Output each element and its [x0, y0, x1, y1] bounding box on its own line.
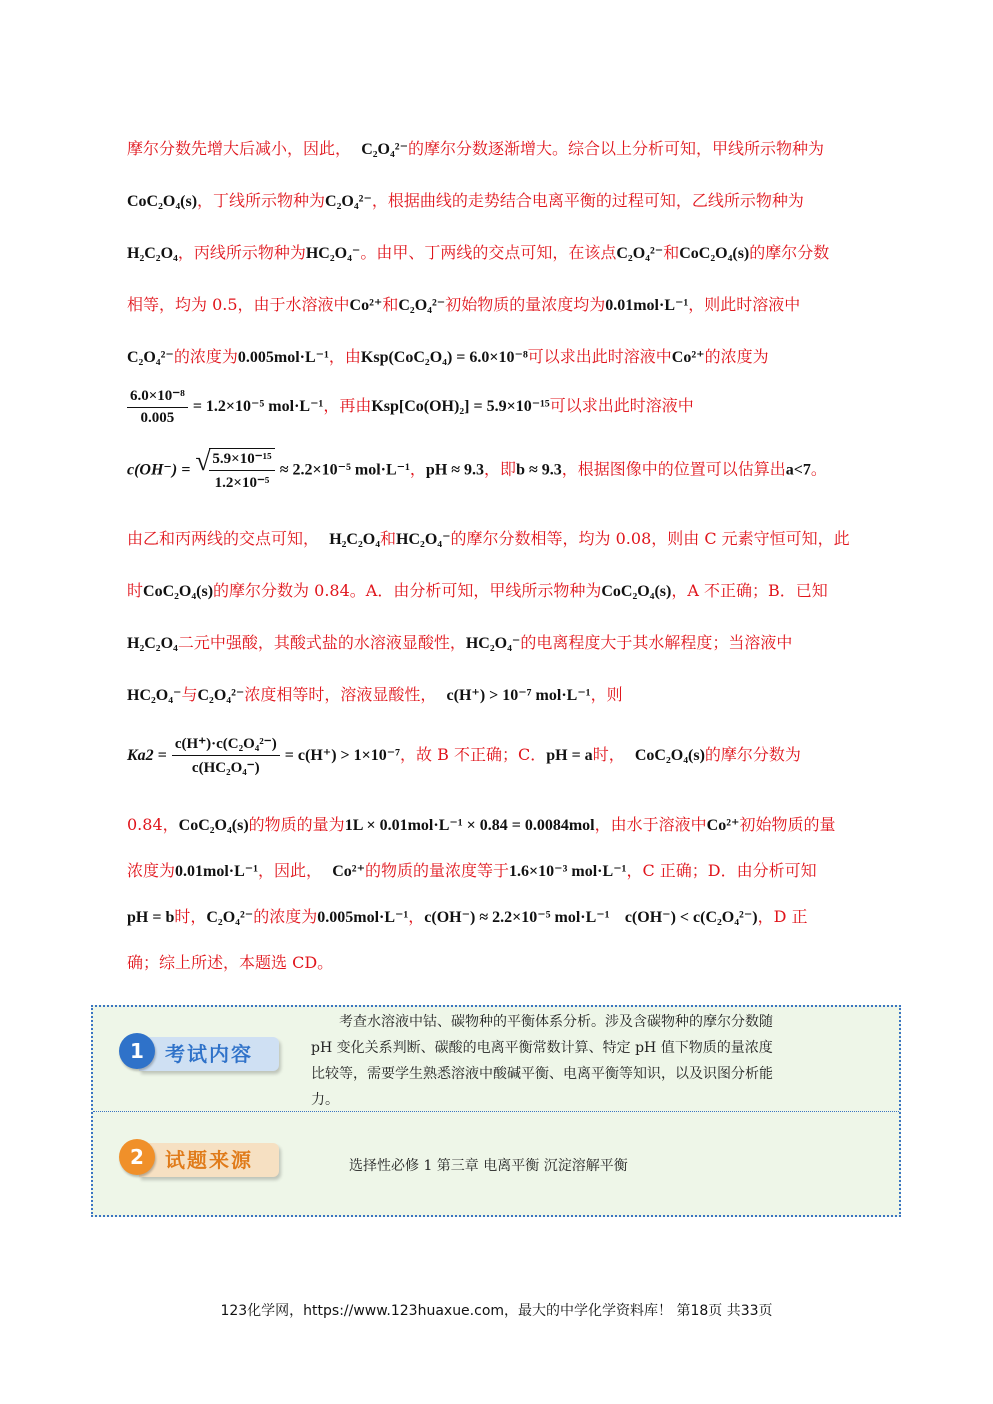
text: 由乙和丙两线的交点可知， — [127, 529, 320, 548]
line-5 — [127, 344, 769, 367]
formula-co2: Co²⁺ — [349, 297, 383, 314]
box-divider — [93, 1111, 899, 1112]
text: 和 — [382, 295, 399, 314]
formula-ph93: pH ≈ 9.3 — [425, 461, 485, 479]
formula-ksp1: Ksp(CoC₂O₄) = 6.0×10⁻⁸ — [360, 349, 528, 366]
fraction-ka2 — [172, 734, 280, 777]
text: ，丁线所示物种为 — [197, 191, 326, 210]
formula-co2: Co²⁺ — [332, 863, 366, 880]
badge-label: 考试内容 — [139, 1037, 279, 1071]
formula-ka2-result: = c(H⁺) > 1×10⁻⁷ — [284, 747, 401, 764]
text: 和 — [663, 243, 680, 262]
formula-hc2o4: HC₂O₄⁻ — [396, 531, 451, 548]
formula-moles: 1L × 0.01mol·L⁻¹ × 0.84 = 0.0084mol — [344, 817, 595, 834]
text: 的物质的量为 — [248, 815, 345, 834]
desc-line: 力。 — [311, 1092, 339, 1108]
line-12 — [127, 734, 801, 777]
text: ，丙线所示物种为 — [177, 243, 306, 262]
formula-c2o4: C₂O₄²⁻ — [206, 909, 254, 926]
text: 可以求出此时溶液中 — [549, 396, 694, 415]
line-8 — [127, 526, 850, 549]
line-1 — [127, 136, 824, 159]
text: 的摩尔分数为 — [704, 745, 801, 764]
badge-number: 1 — [119, 1033, 155, 1069]
formula-conc001: 0.01mol·L⁻¹ — [605, 297, 689, 314]
coh-lhs-text: c(OH⁻) = — [127, 461, 191, 479]
formula-conc0005: 0.005mol·L⁻¹ — [237, 349, 329, 366]
line-2 — [127, 188, 804, 211]
badge-exam-content — [111, 1029, 281, 1081]
desc-line: 考查水溶液中钴、碳物种的平衡体系分析。涉及含碳物种的摩尔分数随 — [311, 1014, 773, 1030]
sqrt-denominator: 1.2×10⁻⁵ — [214, 475, 270, 491]
text: 可以求出此时溶液中 — [527, 347, 672, 366]
text: 时 — [127, 581, 144, 600]
formula-phb: pH = b — [127, 909, 175, 926]
exam-content-text — [311, 1009, 897, 1113]
text: 确；综上所述，本题选 CD。 — [127, 953, 334, 972]
text: 初始物质的量 — [739, 815, 836, 834]
text: 相等，均为 0.5，由于水溶液中 — [127, 295, 350, 314]
text: ，因此， — [258, 861, 323, 880]
badge-label: 试题来源 — [139, 1143, 279, 1177]
formula-c2o4: C₂O₄²⁻ — [361, 141, 409, 158]
text: ，C 正确；D．由分析可知 — [626, 861, 817, 880]
line-6 — [127, 386, 694, 427]
text: 和 — [380, 529, 397, 548]
line-7 — [127, 448, 827, 492]
sqrt-fraction — [209, 449, 274, 492]
sqrt-sign: √ — [195, 446, 211, 477]
text: 与 — [181, 685, 198, 704]
ka2-numerator: c(H⁺)·c(C₂O₄²⁻) — [172, 734, 280, 756]
text: 的浓度为 — [253, 907, 318, 926]
formula-hc2o4: HC₂O₄⁻ — [305, 245, 361, 262]
text: 时， — [174, 907, 207, 926]
formula-conc001: 0.01mol·L⁻¹ — [175, 863, 259, 880]
line-10 — [127, 630, 792, 653]
text: ， — [409, 459, 426, 479]
text: 浓度相等时，溶液显酸性， — [244, 685, 437, 704]
text: ，根据曲线的走势结合电离平衡的过程可知，乙线所示物种为 — [371, 191, 804, 210]
fraction-co-conc — [127, 386, 188, 427]
line-4 — [127, 292, 800, 315]
formula-coh-result: ≈ 2.2×10⁻⁵ mol·L⁻¹ — [279, 461, 410, 479]
formula-c2o4: C₂O₄²⁻ — [197, 687, 245, 704]
text: 的浓度为 — [173, 347, 238, 366]
ka2-lhs-text: Ka2 = — [127, 747, 167, 764]
text: 的摩尔分数 — [749, 243, 830, 262]
formula-coc2o4s: CoC₂O₄(s) — [127, 193, 198, 210]
formula-conc0005: 0.005mol·L⁻¹ — [317, 909, 409, 926]
formula-coc2o4s: CoC₂O₄(s) — [679, 245, 750, 262]
line-13 — [127, 812, 835, 835]
line-9 — [127, 578, 828, 601]
formula-h2c2o4: H₂C₂O₄ — [329, 531, 381, 548]
formula-coc2o4s: CoC₂O₄(s) — [634, 747, 705, 764]
desc-line: pH 变化关系判断、碳酸的电离平衡常数计算、特定 pH 值下物质的量浓度 — [311, 1040, 773, 1056]
formula-coh-lhs — [127, 462, 190, 479]
text: ，根据图像中的位置可以估算出 — [561, 459, 786, 479]
line-14 — [127, 858, 817, 881]
formula-conc16: 1.6×10⁻³ mol·L⁻¹ — [509, 863, 627, 880]
formula-ka2-lhs — [127, 747, 167, 764]
text: 时， — [592, 745, 625, 764]
text: 。 — [810, 459, 827, 479]
text: 的摩尔分数为 0.84。A．由分析可知，甲线所示物种为 — [213, 581, 602, 600]
text: 二元中强酸，其酸式盐的水溶液显酸性， — [177, 633, 466, 652]
text: ，则 — [590, 685, 623, 704]
formula-co2: Co²⁺ — [671, 349, 705, 366]
formula-ch: c(H⁺) > 10⁻⁷ mol·L⁻¹ — [446, 687, 591, 704]
badge-question-source — [111, 1135, 281, 1187]
line-3 — [127, 240, 829, 263]
text: ，A 不正确；B．已知 — [671, 581, 828, 600]
fraction-denominator: 0.005 — [140, 410, 175, 426]
formula-pha: pH = a — [546, 747, 593, 764]
formula-coh22: c(OH⁻) ≈ 2.2×10⁻⁵ mol·L⁻¹ — [424, 909, 610, 926]
formula-coc2o4s: CoC₂O₄(s) — [143, 583, 214, 600]
formula-hc2o4: HC₂O₄⁻ — [465, 635, 521, 652]
formula-c2o4: C₂O₄²⁻ — [616, 245, 664, 262]
text: 浓度为 — [127, 861, 176, 880]
line-16 — [127, 950, 333, 973]
formula-c2o4: C₂O₄²⁻ — [127, 349, 174, 366]
text: 的物质的量浓度等于 — [365, 861, 510, 880]
formula-ksp2: Ksp[Co(OH)₂] = 5.9×10⁻¹⁵ — [371, 398, 550, 415]
text: ，即 — [484, 459, 517, 479]
text: 的摩尔分数相等，均为 0.08，则由 C 元素守恒可知，此 — [450, 529, 850, 548]
formula-coc2o4s: CoC₂O₄(s) — [601, 583, 672, 600]
text: ，则此时溶液中 — [688, 295, 801, 314]
desc-line: 比较等，需要学生熟悉溶液中酸碱平衡、电离平衡等知识，以及识图分析能 — [311, 1066, 773, 1082]
question-source-text: 选择性必修 1 第三章 电离平衡 沉淀溶解平衡 — [349, 1158, 628, 1174]
text: 初始物质的量浓度均为 — [445, 295, 606, 314]
page-footer: 123化学网，https://www.123huaxue.com，最大的中学化学资料库！ 第18页 共33页 — [220, 1303, 773, 1319]
text: 的摩尔分数逐渐增大。综合以上分析可知，甲线所示物种为 — [408, 139, 825, 158]
text: ，由 — [328, 347, 361, 366]
formula-hc2o4: HC₂O₄⁻ — [127, 687, 182, 704]
formula-a7: a<7 — [785, 461, 811, 479]
text: ，由水于溶液中 — [594, 815, 707, 834]
formula-c2o4: C₂O₄²⁻ — [325, 193, 372, 210]
formula-coc2o4s: CoC₂O₄(s) — [178, 817, 249, 834]
text: ，再由 — [323, 396, 372, 415]
formula-h2c2o4: H₂C₂O₄ — [127, 245, 178, 262]
formula-c2o4: C₂O₄²⁻ — [398, 297, 446, 314]
text: 的浓度为 — [704, 347, 769, 366]
sqrt-expression — [195, 448, 274, 492]
formula-cmp: c(OH⁻) < c(C₂O₄²⁻) — [624, 909, 758, 926]
line-15 — [127, 904, 808, 927]
text: ，故 B 不正确；C． — [400, 745, 547, 764]
badge-number: 2 — [119, 1139, 155, 1175]
text: ，D 正 — [757, 907, 808, 926]
formula-co2: Co²⁺ — [706, 817, 740, 834]
ka2-denominator: c(HC₂O₄⁻) — [191, 760, 260, 776]
text: 摩尔分数先增大后减小，因此， — [127, 139, 352, 158]
info-box — [91, 1005, 901, 1217]
formula-b93: b ≈ 9.3 — [516, 461, 562, 479]
formula-h2c2o4: H₂C₂O₄ — [127, 635, 178, 652]
formula-frac1-result: = 1.2×10⁻⁵ mol·L⁻¹ — [192, 398, 324, 415]
text: 的电离程度大于其水解程度；当溶液中 — [520, 633, 793, 652]
fraction-numerator: 6.0×10⁻⁸ — [127, 386, 188, 408]
sqrt-body — [209, 448, 274, 492]
text: 0.84， — [127, 815, 179, 834]
line-11 — [127, 682, 623, 705]
text: 。由甲、丁两线的交点可知，在该点 — [360, 243, 617, 262]
sqrt-numerator: 5.9×10⁻¹⁵ — [209, 449, 274, 471]
text: ， — [408, 907, 425, 926]
